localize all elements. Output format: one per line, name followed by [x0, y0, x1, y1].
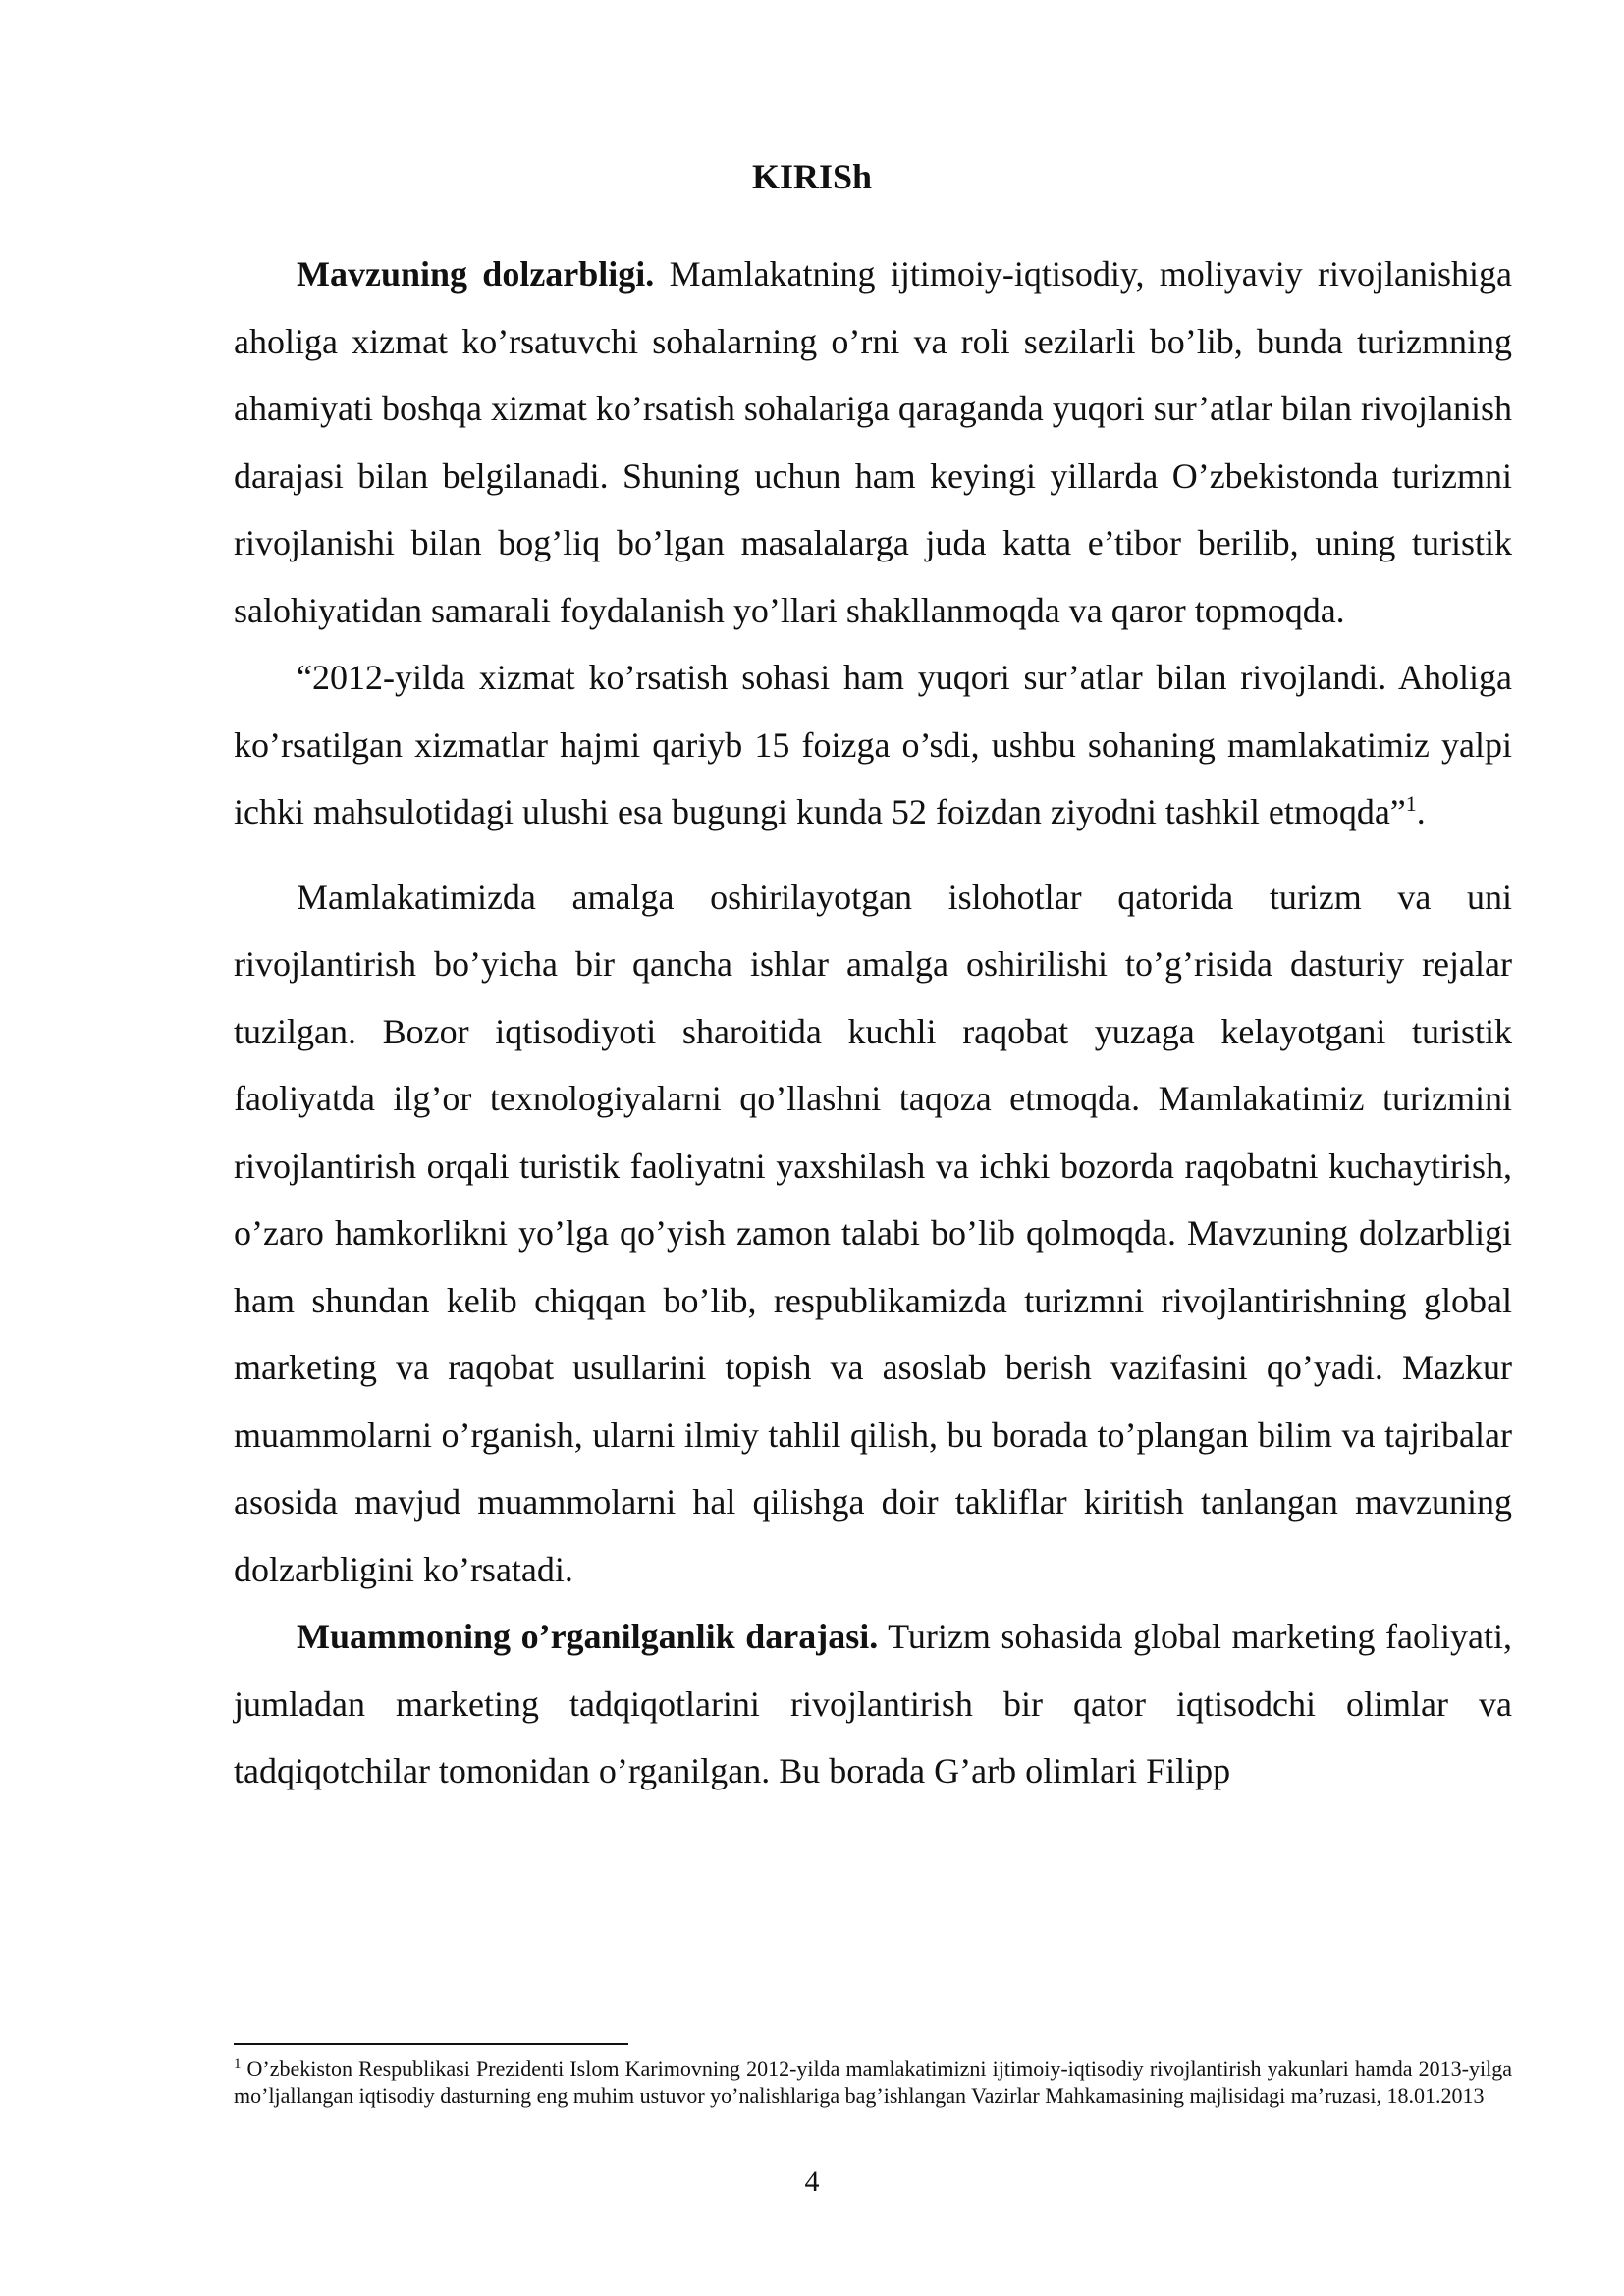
- paragraph-tail: .: [1416, 792, 1426, 831]
- paragraph-text: Turizm sohasida global marketing faoliyati, jumladan marketing tadqiqotlarini rivojlantirish bir qator iqtisodchi olimlar va tadqiqotchilar tomonidan o’rganilgan. Bu borada G’arb olimlari Filipp: [234, 1617, 1512, 1790]
- footnote-divider: [234, 2043, 628, 2045]
- paragraph-research-level: [234, 1603, 1512, 1805]
- body-text: [234, 240, 1512, 1805]
- paragraph-reforms: [234, 864, 1512, 1604]
- footnote-reference[interactable]: 1: [1405, 791, 1417, 816]
- paragraph-quote: [234, 644, 1512, 846]
- paragraph-text: Mamlakatning ijtimoiy-iqtisodiy, moliyaviy rivojlanishiga aholiga xizmat ko’rsatuvchi sohalarning o’rni va roli sezilarli bo’lib, bunda turizmning ahamiyati boshqa xizmat ko’rsatish sohalariga qaraganda yuqori sur’atlar bilan rivojlanish darajasi bilan belgilanadi. Shuning uchun ham keyingi yillarda O’zbekistonda turizmni rivojlanishi bilan bog’liq bo’lgan masalalarga juda katta e’tibor berilib, uning turistik salohiyatidan samarali foydalanish yo’llari shakllanmoqda va qaror topmoqda.: [234, 254, 1512, 630]
- page-number: 4: [804, 2165, 820, 2198]
- paragraph-text: Mamlakatimizda amalga oshirilayotgan islohotlar qatorida turizm va uni rivojlantirish bo’yicha bir qancha ishlar amalga oshirilishi to’g’risida dasturiy rejalar tuzilgan. Bozor iqtisodiyoti sharoitida kuchli raqobat yuzaga kelayotgani turistik faoliyatda ilg’or texnologiyalarni qo’llashni taqoza etmoqda. Mamlakatimiz turizmini rivojlantirish orqali turistik faoliyatni yaxshilash va ichki bozorda raqobatni kuchaytirish, o’zaro hamkorlikni yo’lga qo’yish zamon talabi bo’lib qolmoqda. Mavzuning dolzarbligi ham shundan kelib chiqqan bo’lib, respublikamizda turizmni rivojlantirishning global marketing va raqobat usullarini topish va asoslab berish vazifasini qo’yadi. Mazkur muammolarni o’rganish, ularni ilmiy tahlil qilish, bu borada to’plangan bilim va tajribalar asosida mavjud muammolarni hal qilishga doir takliflar kiritish tanlangan mavzuning dolzarbligini ko’rsatadi.: [234, 877, 1512, 1589]
- paragraph-lead: Mavzuning dolzarbligi.: [297, 254, 655, 294]
- footnote: [234, 2056, 1512, 2109]
- footnote-text: O’zbekiston Respublikasi Prezidenti Islom Karimovning 2012-yilda mamlakatimizni ijtimoiy-iqtisodiy rivojlantirish yakunlari hamda 2013-yilga mo’ljallangan iqtisodiy dasturning eng muhim ustuvor yo’nalishlariga bag’ishlangan Vazirlar Mahkamasining majlisidagi ma’ruzasi, 18.01.2013: [234, 2056, 1512, 2108]
- paragraph-lead: Muammoning o’rganilganlik darajasi.: [297, 1617, 879, 1656]
- paragraph-relevance: [234, 240, 1512, 644]
- page-title: KIRISh: [751, 157, 873, 196]
- footnote-number: 1: [234, 2056, 242, 2072]
- paragraph-text: “2012-yilda xizmat ko’rsatish sohasi ham yuqori sur’atlar bilan rivojlandi. Aholiga ko’rsatilgan xizmatlar hajmi qariyb 15 foizga o’sdi, ushbu sohaning mamlakatimiz yalpi ichki mahsulotidagi ulushi esa bugungi kunda 52 foizdan ziyodni tashkil etmoqda”: [234, 658, 1512, 831]
